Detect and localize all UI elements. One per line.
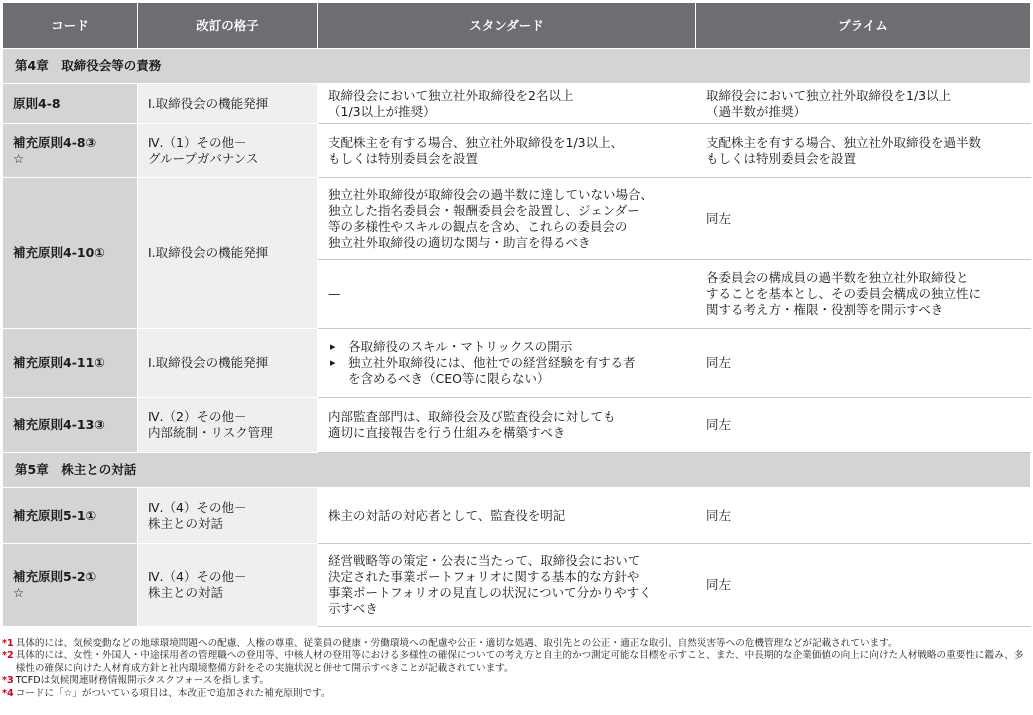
footnote-mark: *2: [2, 650, 14, 662]
footnote-mark: *4: [2, 687, 14, 699]
header-prime: プライム: [696, 3, 1031, 49]
standard-cell: 株主の対話の対応者として、監査役を明記: [318, 488, 696, 544]
footnote-mark: *1: [2, 638, 14, 649]
section-title: 第5章 株主との対話: [3, 453, 1031, 488]
table-header-row: [3, 3, 1031, 49]
footnote-mark: *3: [2, 675, 14, 687]
footnote: [2, 688, 1030, 700]
prime-cell: 同左: [696, 398, 1031, 453]
bullet-item: ▸ 独立社外取締役には、他社での経営経験を有する者 を含めるべき（CEO等に限らない）: [328, 355, 687, 387]
prime-cell: 支配株主を有する場合、独立社外取締役を過半数 もしくは特別委員会を設置: [696, 124, 1031, 178]
table-row: [3, 488, 1031, 544]
code-cell: 補充原則4-11①: [3, 329, 138, 398]
prime-cell: 同左: [696, 178, 1031, 260]
revision-cell: Ⅰ.取締役会の機能発揮: [138, 329, 318, 398]
header-standard: スタンダード: [318, 3, 696, 49]
table-row: [3, 178, 1031, 260]
revision-cell: Ⅳ.（4）その他－ 株主との対話: [138, 488, 318, 544]
footnote-text: 具体的には、気候変動などの地球環境問題への配慮、人権の尊重、従業員の健康・労働環境への配慮や公正・適切な処遇、取引先との公正・適正な取引、自然災害等への危機管理などが記載されています。: [15, 638, 898, 649]
bullet-item: ▸ 各取締役のスキル・マトリックスの開示: [328, 339, 687, 355]
revision-cell: Ⅳ.（4）その他－ 株主との対話: [138, 544, 318, 627]
section-row-chapter4: [3, 49, 1031, 84]
footnotes: [2, 638, 1030, 700]
prime-cell: 同左: [696, 329, 1031, 398]
standard-cell: 内部監査部門は、取締役会及び監査役会に対しても 適切に直接報告を行う仕組みを構築すべき: [318, 398, 696, 453]
footnote-text: コードに「☆」がついている項目は、本改正で追加された補充原則です。: [15, 687, 331, 699]
prime-cell: 同左: [696, 488, 1031, 544]
standard-cell: 経営戦略等の策定・公表に当たって、取締役会において 決定された事業ポートフォリオに関する基本的な方針や 事業ポートフォリオの見直しの状況について分かりやすく 示すべき: [318, 544, 696, 627]
revision-cell: Ⅰ.取締役会の機能発揮: [138, 178, 318, 329]
footnote: [2, 638, 1030, 650]
code-cell: 補充原則4-8③ ☆: [3, 124, 138, 178]
governance-code-table: [2, 2, 1031, 627]
footnote-text: 具体的には、女性・外国人・中途採用者の管理職への登用等、中核人材の登用等における多様性の確保についての考え方と自主的かつ測定可能な目標を示すこと、また、中長期的な企業価値の向上に向けた人材戦略の重要性に鑑み、多様性の確保に向けた人材育成方針と社内環境整備方針をその実施状況と併せて開示すべきことが記載されています。: [15, 650, 1024, 674]
footnote-text: TCFDは気候関連財務情報開示タスクフォースを指します。: [15, 675, 270, 687]
footnote: [2, 650, 1030, 675]
code-cell: 補充原則5-2① ☆: [3, 544, 138, 627]
code-cell: 補充原則4-10①: [3, 178, 138, 329]
revision-cell: Ⅳ.（2）その他－ 内部統制・リスク管理: [138, 398, 318, 453]
prime-cell: 取締役会において独立社外取締役を1/3以上 （過半数が推奨）: [696, 84, 1031, 124]
standard-cell: 独立社外取締役が取締役会の過半数に達していない場合、 独立した指名委員会・報酬委員会を設置し、ジェンダー 等の多様性やスキルの観点を含め、これらの委員会の 独立社外取締役の適切な関与・助言を得るべき: [318, 178, 696, 260]
code-cell: 補充原則4-13③: [3, 398, 138, 453]
standard-cell: 支配株主を有する場合、独立社外取締役を1/3以上、 もしくは特別委員会を設置: [318, 124, 696, 178]
bullet-list: [328, 339, 687, 387]
header-revision: 改訂の格子: [138, 3, 318, 49]
table-row: [3, 329, 1031, 398]
table-row: [3, 398, 1031, 453]
standard-cell-dash: —: [318, 260, 696, 329]
table-row: [3, 124, 1031, 178]
code-cell: 原則4-8: [3, 84, 138, 124]
header-code: コード: [3, 3, 138, 49]
table-row: [3, 544, 1031, 627]
revision-cell: Ⅳ.（1）その他－ グループガバナンス: [138, 124, 318, 178]
prime-cell: 各委員会の構成員の過半数を独立社外取締役と することを基本とし、その委員会構成の独立性に 関する考え方・権限・役割等を開示すべき: [696, 260, 1031, 329]
standard-cell: 取締役会において独立社外取締役を2名以上 （1/3以上が推奨）: [318, 84, 696, 124]
revision-cell: Ⅰ.取締役会の機能発揮: [138, 84, 318, 124]
footnote: [2, 675, 1030, 687]
governance-code-table-container: [2, 2, 1030, 627]
prime-cell: 同左: [696, 544, 1031, 627]
table-row: [3, 84, 1031, 124]
standard-cell: [318, 329, 696, 398]
section-row-chapter5: [3, 453, 1031, 488]
section-title: 第4章 取締役会等の責務: [3, 49, 1031, 84]
code-cell: 補充原則5-1①: [3, 488, 138, 544]
